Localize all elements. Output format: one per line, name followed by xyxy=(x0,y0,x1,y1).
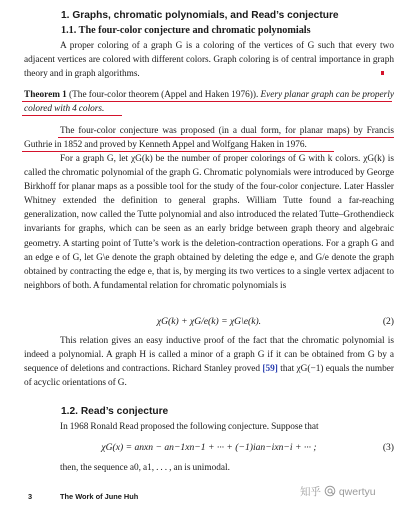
paragraph-text: that χG(−1) equals the number of acyclic orientations of G. xyxy=(24,364,394,389)
section-heading: 1. Graphs, chromatic polynomials, and Read’s conjecture xyxy=(61,10,339,21)
paragraph-text: The four-color conjecture was proposed (in a dual form, for planar maps) by Francis Guthrie in 1852 and proved by Kenneth Appel and Wolfgang Haken in 1976. xyxy=(24,126,394,151)
paragraph-text: A proper coloring of a graph G is a coloring of the vertices of G such that every two adjacent vertices are colored with different colors. Graph coloring is of central importance in graph theory and in graph algorithms. xyxy=(24,41,394,80)
paragraph-text: This relation gives an easy inductive proof of the fact that the chromatic polynomial is indeed a polynomial. A graph H is called a minor of a graph G if it can be obtained from G by a sequence of deletions and contractions. Richard Stanley proved xyxy=(24,336,394,375)
red-underline xyxy=(22,115,122,116)
running-title: The Work of June Huh xyxy=(60,492,139,501)
equation-number: (3) xyxy=(382,442,394,453)
theorem-citation: (The four-color theorem (Appel and Haken 1976)). xyxy=(69,90,259,100)
subsection-heading: 1.1. The four-color conjecture and chromatic polynomials xyxy=(61,25,311,36)
watermark xyxy=(300,484,376,499)
citation-link[interactable]: [59] xyxy=(262,364,278,375)
subsection-heading: 1.2. Read’s conjecture xyxy=(61,406,169,417)
equation-number: (2) xyxy=(382,316,394,327)
red-annotation-mark xyxy=(381,71,384,75)
paragraph-unimodal xyxy=(24,461,394,475)
page-number: 3 xyxy=(28,492,33,501)
equation-body: χG(k) + χG/e(k) = χG\e(k). xyxy=(156,316,262,327)
red-underline xyxy=(58,137,394,138)
paragraph-proper-coloring xyxy=(24,39,394,81)
theorem-label: Theorem 1 xyxy=(24,90,67,100)
paragraph-chromatic-polynomial xyxy=(24,152,394,293)
paragraph-text: For a graph G, let χG(k) be the number of proper colorings of G with k colors. χG(k) is called the chromatic polynomial of the graph G. Chromatic polynomials were introduced by George Birkhoff for planar maps as a possible tool for the study of the four-color conjecture. Later Hassler Whitney extended the definition to general graphs. William Tutte found a far-reaching generalization, now called the Tutte polynomial and also introduced the related Tutte–Grothendieck invariants for graphs, which can be seen as an early bridge between graph theory and algebraic geometry. A starting point of Tutte’s work is the deletion-contraction operations. For a graph G and an edge e of G, let G\e denote the graph obtained by deleting the edge e, and G/e denote the graph obtained by contracting the edge e, that is, by merging its two vertices to a single vertex adjacent to neighbors of both. A fundamental relation for chromatic polynomials is xyxy=(24,154,394,291)
paragraph-text: In 1968 Ronald Read proposed the following conjecture. Suppose that xyxy=(60,422,319,432)
watermark-platform: 知乎 xyxy=(300,486,321,498)
equation-body: χG(x) = anxn − an−1xn−1 + ··· + (−1)ian−ixn−i + ··· ; xyxy=(101,442,317,453)
watermark-handle: qwertyu xyxy=(338,486,376,498)
at-sign-icon xyxy=(324,485,336,497)
red-underline xyxy=(22,101,392,102)
theorem-statement: Every planar graph can be properly colored with 4 colors. xyxy=(24,90,394,115)
paragraph-minor-acyclic xyxy=(24,334,394,390)
paragraph-text: then, the sequence a0, a1, . . . , an is unimodal. xyxy=(60,463,230,473)
paragraph-read-conjecture xyxy=(24,420,394,434)
